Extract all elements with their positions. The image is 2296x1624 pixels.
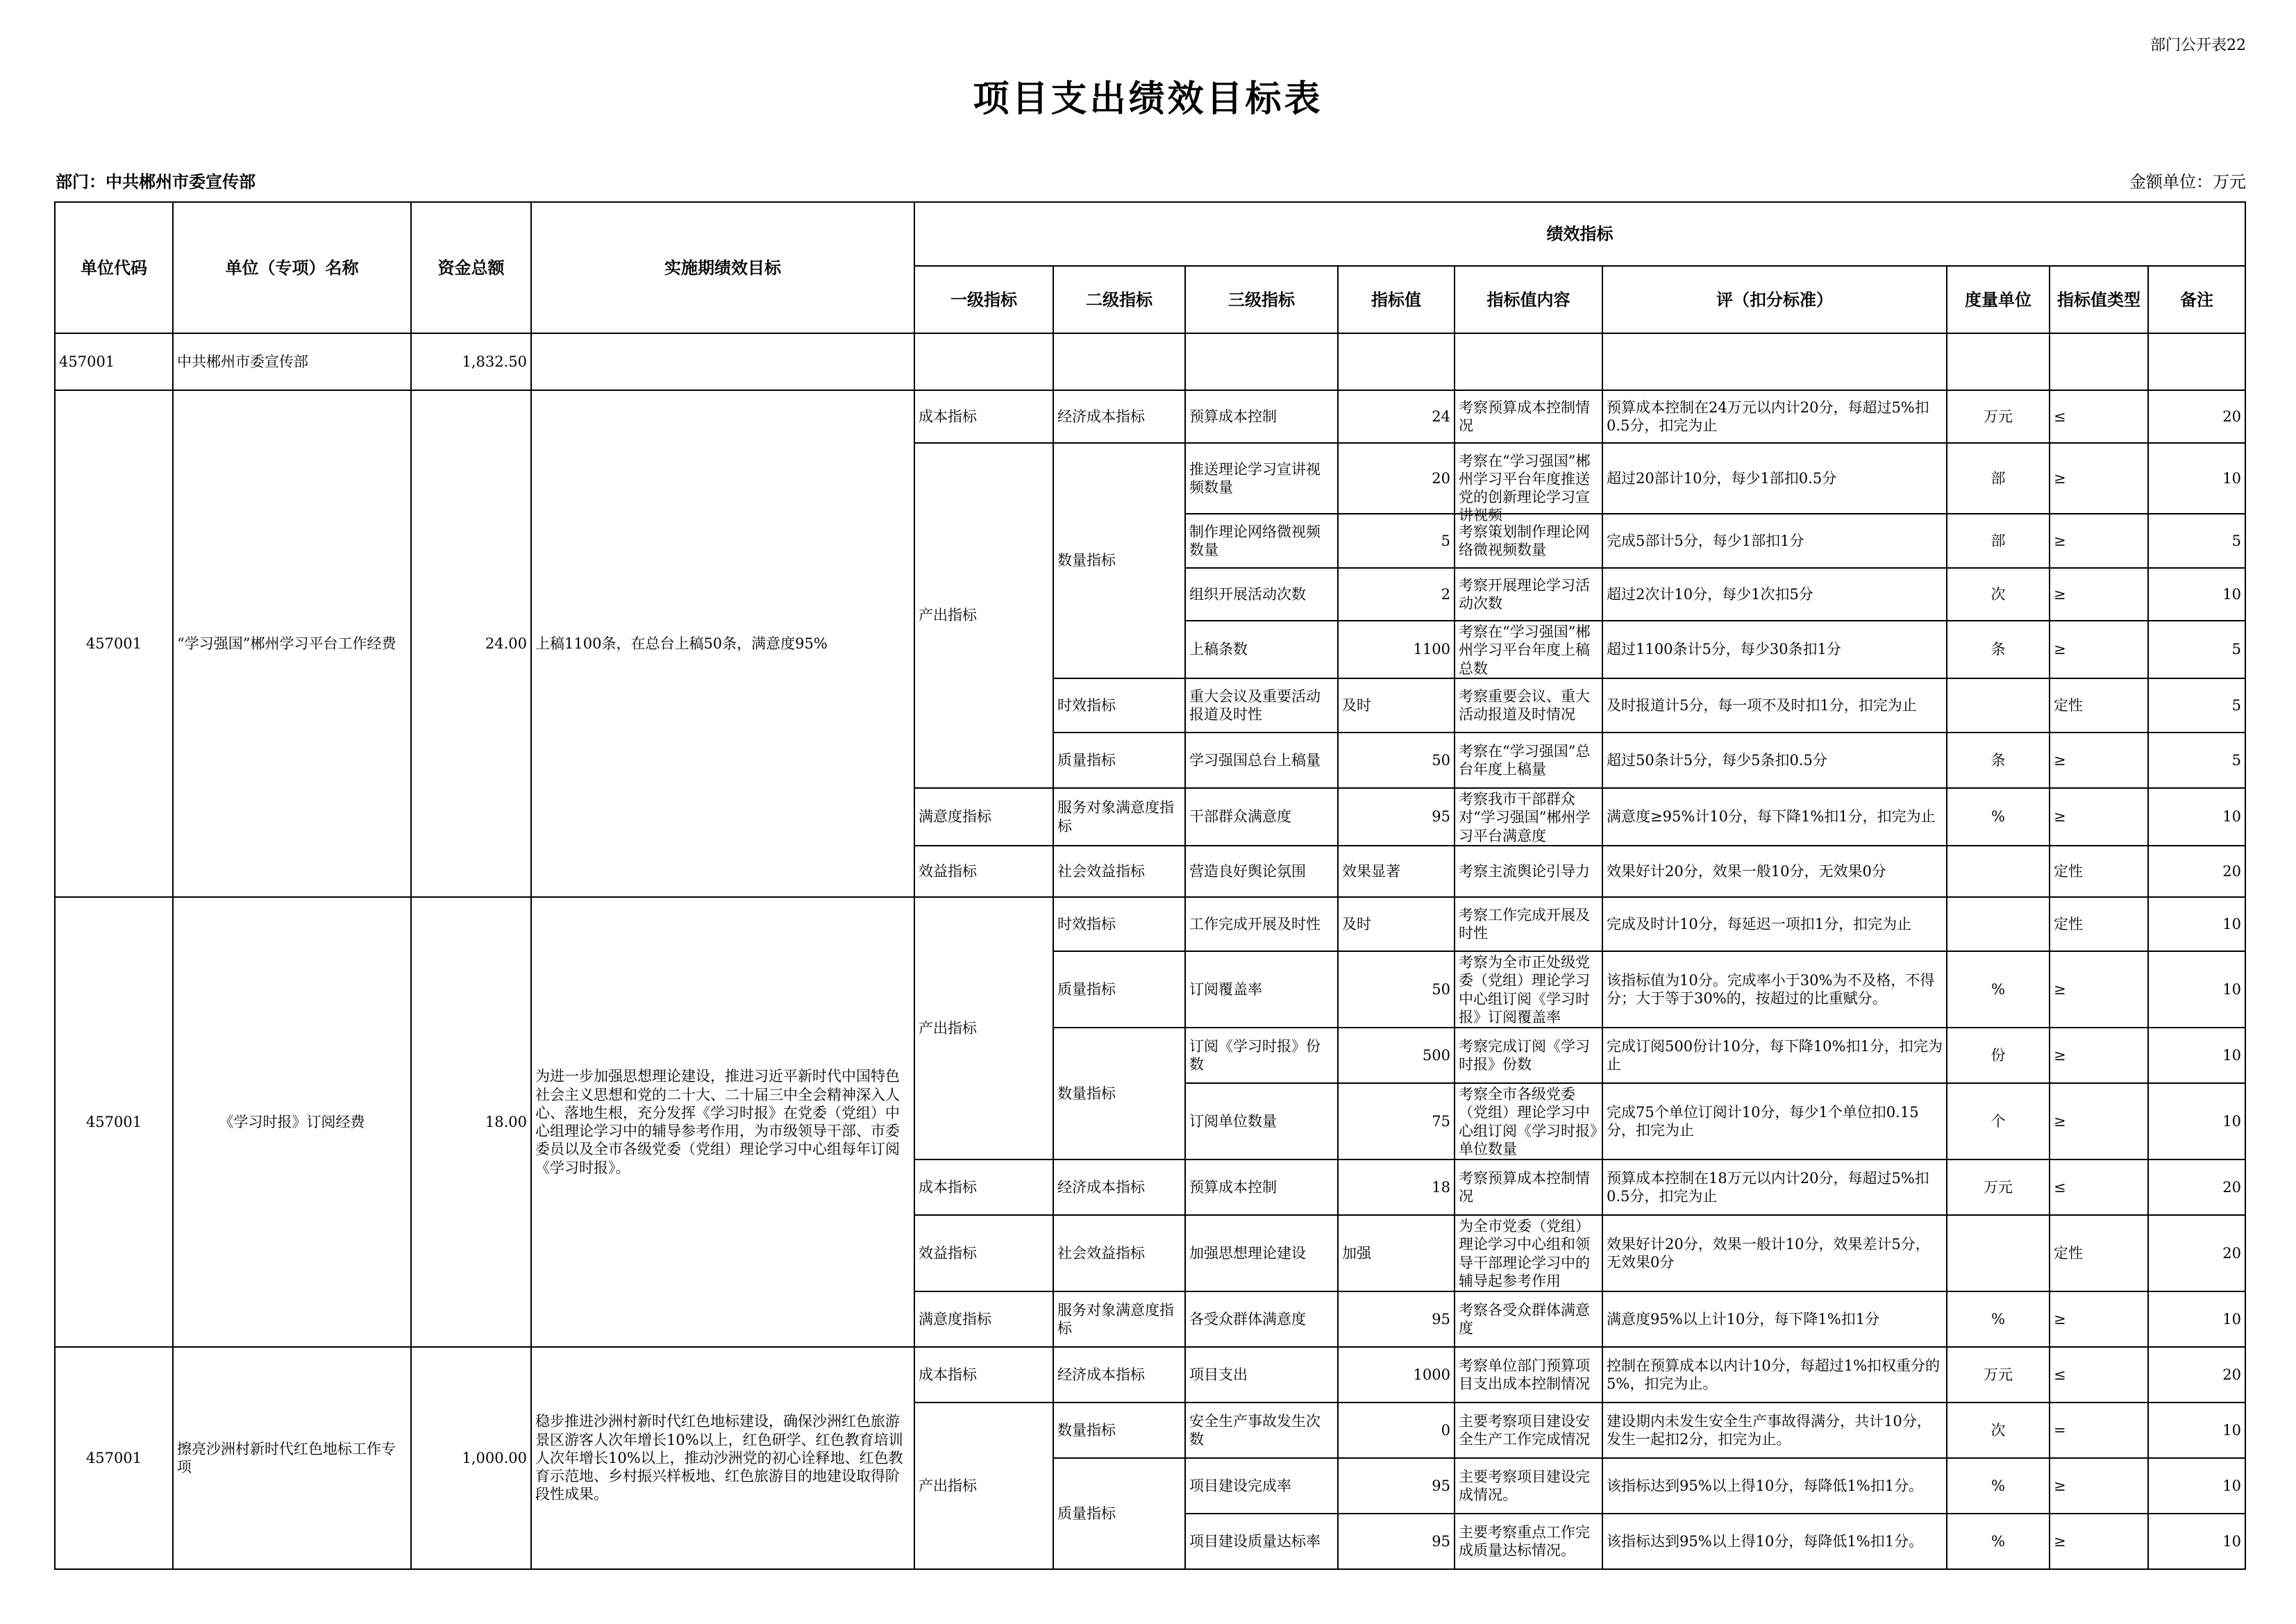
indicator-content: 主要考察重点工作完成质量达标情况。 [1455, 1514, 1602, 1569]
indicator-scoring: 超过50条计5分，每少5条扣0.5分 [1602, 733, 1947, 788]
indicator-type: ≥ [2050, 733, 2148, 788]
indicator-scoring: 及时报道计5分，每一项不及时扣1分，扣完为止 [1602, 678, 1947, 733]
indicator-level3: 组织开展活动次数 [1185, 568, 1338, 621]
indicator-scoring: 完成及时计10分，每延迟一项扣1分，扣完为止 [1602, 897, 1947, 951]
project-name: 擦亮沙洲村新时代红色地标工作专项 [173, 1347, 411, 1569]
indicator-level2: 经济成本指标 [1053, 1347, 1185, 1403]
indicator-remark: 20 [2148, 1160, 2245, 1215]
indicator-scoring: 满意度95%以上计10分，每下降1%扣1分 [1602, 1291, 1947, 1347]
indicator-remark: 10 [2148, 443, 2245, 514]
indicator-remark: 10 [2148, 897, 2245, 951]
header-scoring: 评（扣分标准） [1602, 266, 1947, 333]
project-goal: 上稿1100条，在总台上稿50条，满意度95% [531, 390, 914, 897]
indicator-content: 考察预算成本控制情况 [1455, 1160, 1602, 1215]
indicator-level1: 满意度指标 [914, 1291, 1053, 1347]
header-measure-unit: 度量单位 [1947, 266, 2050, 333]
indicator-type: ≥ [2050, 1083, 2148, 1160]
indicator-level1: 产出指标 [914, 1403, 1053, 1569]
indicator-unit: 万元 [1947, 1160, 2050, 1215]
indicator-content: 考察在“学习强国”郴州学习平台年度推送党的创新理论学习宣讲视频 [1455, 443, 1602, 514]
indicator-level2: 经济成本指标 [1053, 390, 1185, 443]
indicator-type: ≤ [2050, 1160, 2148, 1215]
indicator-value: 95 [1338, 1514, 1455, 1569]
indicator-unit: 部 [1947, 514, 2050, 568]
indicator-type: 定性 [2050, 678, 2148, 733]
indicator-unit: % [1947, 1458, 2050, 1514]
indicator-remark: 10 [2148, 1514, 2245, 1569]
amount-unit-label: 金额单位：万元 [2129, 172, 2246, 192]
indicator-unit [1947, 678, 2050, 733]
indicator-content: 考察在“学习强国”郴州学习平台年度上稿总数 [1455, 621, 1602, 678]
header-goal: 实施期绩效目标 [531, 202, 914, 333]
indicator-content: 考察重要会议、重大活动报道及时情况 [1455, 678, 1602, 733]
project-code: 457001 [55, 390, 173, 897]
indicator-unit [1947, 1215, 2050, 1291]
header-total-funds: 资金总额 [411, 202, 531, 333]
summary-code: 457001 [55, 333, 173, 390]
indicator-scoring: 完成75个单位订阅计10分，每少1个单位扣0.15分，扣完为止 [1602, 1083, 1947, 1160]
indicator-level2: 数量指标 [1053, 443, 1185, 678]
indicator-level1: 效益指标 [914, 1215, 1053, 1291]
indicator-value: 50 [1338, 733, 1455, 788]
indicator-scoring: 满意度≥95%计10分，每下降1%扣1分，扣完为止 [1602, 788, 1947, 846]
project-code: 457001 [55, 897, 173, 1347]
indicator-value: 95 [1338, 788, 1455, 846]
indicator-level3: 安全生产事故发生次数 [1185, 1403, 1338, 1458]
indicator-level3: 订阅《学习时报》份数 [1185, 1028, 1338, 1083]
indicator-level2: 质量指标 [1053, 951, 1185, 1028]
indicator-level2: 数量指标 [1053, 1403, 1185, 1458]
indicator-level2: 时效指标 [1053, 897, 1185, 951]
indicator-type: ≥ [2050, 1514, 2148, 1569]
corner-label: 部门公开表22 [2150, 37, 2246, 54]
indicator-content: 考察在“学习强国”总台年度上稿量 [1455, 733, 1602, 788]
indicator-level2: 社会效益指标 [1053, 846, 1185, 897]
indicator-value: 500 [1338, 1028, 1455, 1083]
indicator-remark: 5 [2148, 514, 2245, 568]
indicator-level1: 满意度指标 [914, 788, 1053, 846]
indicator-value: 75 [1338, 1083, 1455, 1160]
indicator-level2: 时效指标 [1053, 678, 1185, 733]
project-amount: 18.00 [411, 897, 531, 1347]
indicator-unit: % [1947, 951, 2050, 1028]
indicator-unit: 部 [1947, 443, 2050, 514]
indicator-scoring: 完成5部计5分，每少1部扣1分 [1602, 514, 1947, 568]
indicator-unit: 万元 [1947, 1347, 2050, 1403]
indicator-unit: % [1947, 788, 2050, 846]
indicator-unit: % [1947, 1514, 2050, 1569]
indicator-level2: 经济成本指标 [1053, 1160, 1185, 1215]
department-label: 部门：中共郴州市委宣传部 [56, 171, 255, 192]
indicator-content: 考察开展理论学习活动次数 [1455, 568, 1602, 621]
indicator-content: 考察我市干部群众对“学习强国”郴州学习平台满意度 [1455, 788, 1602, 846]
indicator-level3: 上稿条数 [1185, 621, 1338, 678]
indicator-type: ≥ [2050, 443, 2148, 514]
indicator-value: 18 [1338, 1160, 1455, 1215]
indicator-level1: 成本指标 [914, 1347, 1053, 1403]
indicator-unit: 条 [1947, 733, 2050, 788]
indicator-scoring: 效果好计20分，效果一般10分，无效果0分 [1602, 846, 1947, 897]
summary-row [55, 333, 2245, 390]
indicator-value: 效果显著 [1338, 846, 1455, 897]
indicator-level3: 项目支出 [1185, 1347, 1338, 1403]
indicator-value: 1000 [1338, 1347, 1455, 1403]
header-value-type: 指标值类型 [2050, 266, 2148, 333]
indicator-scoring: 完成订阅500份计10分，每下降10%扣1分，扣完为止 [1602, 1028, 1947, 1083]
indicator-scoring: 超过20部计10分，每少1部扣0.5分 [1602, 443, 1947, 514]
indicator-remark: 5 [2148, 678, 2245, 733]
indicator-scoring: 超过1100条计5分，每少30条扣1分 [1602, 621, 1947, 678]
project-name: “学习强国”郴州学习平台工作经费 [173, 390, 411, 897]
indicator-level2: 质量指标 [1053, 733, 1185, 788]
indicator-type: ≥ [2050, 568, 2148, 621]
header-remark: 备注 [2148, 266, 2245, 333]
indicator-unit: 次 [1947, 568, 2050, 621]
project-amount: 1,000.00 [411, 1347, 531, 1569]
table-row [55, 1347, 2245, 1403]
indicator-type: ≥ [2050, 1458, 2148, 1514]
indicator-type: ≥ [2050, 621, 2148, 678]
header-content: 指标值内容 [1455, 266, 1602, 333]
indicator-value: 20 [1338, 443, 1455, 514]
indicator-remark: 10 [2148, 951, 2245, 1028]
indicator-value: 加强 [1338, 1215, 1455, 1291]
performance-table [54, 201, 2246, 1570]
indicator-scoring: 该指标值为10分。完成率小于30%为不及格，不得分；大于等于30%的，按超过的比重赋分。 [1602, 951, 1947, 1028]
indicator-level1: 效益指标 [914, 846, 1053, 897]
indicator-level3: 干部群众满意度 [1185, 788, 1338, 846]
indicator-scoring: 预算成本控制在24万元以内计20分，每超过5%扣0.5分，扣完为止 [1602, 390, 1947, 443]
indicator-unit: % [1947, 1291, 2050, 1347]
indicator-remark: 10 [2148, 568, 2245, 621]
indicator-remark: 20 [2148, 1215, 2245, 1291]
indicator-value: 95 [1338, 1458, 1455, 1514]
indicator-value: 50 [1338, 951, 1455, 1028]
indicator-level2: 服务对象满意度指标 [1053, 1291, 1185, 1347]
page-title: 项目支出绩效目标表 [973, 78, 1323, 120]
indicator-unit: 份 [1947, 1028, 2050, 1083]
indicator-content: 考察策划制作理论网络微视频数量 [1455, 514, 1602, 568]
indicator-level3: 预算成本控制 [1185, 390, 1338, 443]
indicator-remark: 10 [2148, 788, 2245, 846]
indicator-level2: 质量指标 [1053, 1458, 1185, 1569]
indicator-remark: 10 [2148, 1291, 2245, 1347]
indicator-value: 24 [1338, 390, 1455, 443]
indicator-remark: 5 [2148, 733, 2245, 788]
indicator-value: 95 [1338, 1291, 1455, 1347]
indicator-remark: 20 [2148, 1347, 2245, 1403]
indicator-level1: 成本指标 [914, 390, 1053, 443]
project-name: 《学习时报》订阅经费 [173, 897, 411, 1347]
indicator-content: 考察完成订阅《学习时报》份数 [1455, 1028, 1602, 1083]
indicator-content: 考察各受众群体满意度 [1455, 1291, 1602, 1347]
header-level3: 三级指标 [1185, 266, 1338, 333]
indicator-type: = [2050, 1403, 2148, 1458]
indicator-type: 定性 [2050, 846, 2148, 897]
header-unit-code: 单位代码 [55, 202, 173, 333]
header-level1: 一级指标 [914, 266, 1053, 333]
table-row [55, 897, 2245, 951]
indicator-scoring: 超过2次计10分，每少1次扣5分 [1602, 568, 1947, 621]
indicator-remark: 20 [2148, 390, 2245, 443]
header-value: 指标值 [1338, 266, 1455, 333]
header-level2: 二级指标 [1053, 266, 1185, 333]
indicator-content: 考察单位部门预算项目支出成本控制情况 [1455, 1347, 1602, 1403]
indicator-type: ≥ [2050, 788, 2148, 846]
indicator-level3: 加强思想理论建设 [1185, 1215, 1338, 1291]
indicator-level3: 项目建设质量达标率 [1185, 1514, 1338, 1569]
summary-amount: 1,832.50 [411, 333, 531, 390]
indicator-value: 及时 [1338, 897, 1455, 951]
indicator-type: ≥ [2050, 514, 2148, 568]
indicator-content: 考察工作完成开展及时性 [1455, 897, 1602, 951]
indicator-level1: 产出指标 [914, 897, 1053, 1160]
summary-name: 中共郴州市委宣传部 [173, 333, 411, 390]
indicator-content: 考察全市各级党委（党组）理论学习中心组订阅《学习时报》单位数量 [1455, 1083, 1602, 1160]
indicator-content: 考察主流舆论引导力 [1455, 846, 1602, 897]
indicator-scoring: 效果好计20分，效果一般计10分，效果差计5分，无效果0分 [1602, 1215, 1947, 1291]
indicator-scoring: 建设期内未发生安全生产事故得满分，共计10分，发生一起扣2分，扣完为止。 [1602, 1403, 1947, 1458]
indicator-value: 5 [1338, 514, 1455, 568]
indicator-level3: 制作理论网络微视频数量 [1185, 514, 1338, 568]
indicator-level3: 订阅单位数量 [1185, 1083, 1338, 1160]
indicator-type: ≥ [2050, 1291, 2148, 1347]
indicator-scoring: 该指标达到95%以上得10分，每降低1%扣1分。 [1602, 1514, 1947, 1569]
indicator-type: ≤ [2050, 1347, 2148, 1403]
indicator-type: ≤ [2050, 390, 2148, 443]
indicator-level2: 社会效益指标 [1053, 1215, 1185, 1291]
indicator-level1: 成本指标 [914, 1160, 1053, 1215]
indicator-unit [1947, 897, 2050, 951]
indicator-content: 主要考察项目建设安全生产工作完成情况 [1455, 1403, 1602, 1458]
indicator-remark: 10 [2148, 1458, 2245, 1514]
indicator-content: 为全市党委（党组）理论学习中心组和领导干部理论学习中的辅导起参考作用 [1455, 1215, 1602, 1291]
indicator-level3: 各受众群体满意度 [1185, 1291, 1338, 1347]
indicator-value: 0 [1338, 1403, 1455, 1458]
indicator-unit: 个 [1947, 1083, 2050, 1160]
indicator-level1: 产出指标 [914, 443, 1053, 788]
indicator-type: ≥ [2050, 1028, 2148, 1083]
indicator-level3: 重大会议及重要活动报道及时性 [1185, 678, 1338, 733]
header-unit-name: 单位（专项）名称 [173, 202, 411, 333]
indicator-scoring: 预算成本控制在18万元以内计20分，每超过5%扣0.5分，扣完为止 [1602, 1160, 1947, 1215]
indicator-remark: 10 [2148, 1083, 2245, 1160]
indicator-level3: 推送理论学习宣讲视频数量 [1185, 443, 1338, 514]
indicator-scoring: 控制在预算成本以内计10分，每超过1%扣权重分的5%，扣完为止。 [1602, 1347, 1947, 1403]
table-row [55, 390, 2245, 443]
indicator-level3: 营造良好舆论氛围 [1185, 846, 1338, 897]
project-goal: 稳步推进沙洲村新时代红色地标建设，确保沙洲红色旅游景区游客人次年增长10%以上，红色研学、红色教育培训人次年增长10%以上，推动沙洲党的初心诠释地、红色教育示范地、乡村振兴样板地、红色旅游目的地建设取得阶段性成果。 [531, 1347, 914, 1569]
indicator-level3: 预算成本控制 [1185, 1160, 1338, 1215]
header-indicators: 绩效指标 [914, 202, 2245, 266]
indicator-value: 1100 [1338, 621, 1455, 678]
project-code: 457001 [55, 1347, 173, 1569]
indicator-unit: 次 [1947, 1403, 2050, 1458]
indicator-unit: 条 [1947, 621, 2050, 678]
indicator-level3: 订阅覆盖率 [1185, 951, 1338, 1028]
indicator-content: 主要考察项目建设完成情况。 [1455, 1458, 1602, 1514]
project-goal: 为进一步加强思想理论建设，推进习近平新时代中国特色社会主义思想和党的二十大、二十届三中全会精神深入人心、落地生根，充分发挥《学习时报》在党委（党组）中心组理论学习中的辅导参考作用，为市级领导干部、市委委员以及全市各级党委（党组）理论学习中心组每年订阅《学习时报》。 [531, 897, 914, 1347]
indicator-remark: 10 [2148, 1028, 2245, 1083]
indicator-content: 考察预算成本控制情况 [1455, 390, 1602, 443]
indicator-type: 定性 [2050, 1215, 2148, 1291]
indicator-unit [1947, 846, 2050, 897]
indicator-value: 2 [1338, 568, 1455, 621]
indicator-remark: 10 [2148, 1403, 2245, 1458]
indicator-content: 考察为全市正处级党委（党组）理论学习中心组订阅《学习时报》订阅覆盖率 [1455, 951, 1602, 1028]
project-amount: 24.00 [411, 390, 531, 897]
indicator-scoring: 该指标达到95%以上得10分，每降低1%扣1分。 [1602, 1458, 1947, 1514]
indicator-level3: 项目建设完成率 [1185, 1458, 1338, 1514]
indicator-value: 及时 [1338, 678, 1455, 733]
indicator-remark: 20 [2148, 846, 2245, 897]
indicator-type: 定性 [2050, 897, 2148, 951]
indicator-unit: 万元 [1947, 390, 2050, 443]
indicator-type: ≥ [2050, 951, 2148, 1028]
indicator-level3: 工作完成开展及时性 [1185, 897, 1338, 951]
indicator-level2: 服务对象满意度指标 [1053, 788, 1185, 846]
indicator-level3: 学习强国总台上稿量 [1185, 733, 1338, 788]
indicator-level2: 数量指标 [1053, 1028, 1185, 1160]
indicator-remark: 5 [2148, 621, 2245, 678]
